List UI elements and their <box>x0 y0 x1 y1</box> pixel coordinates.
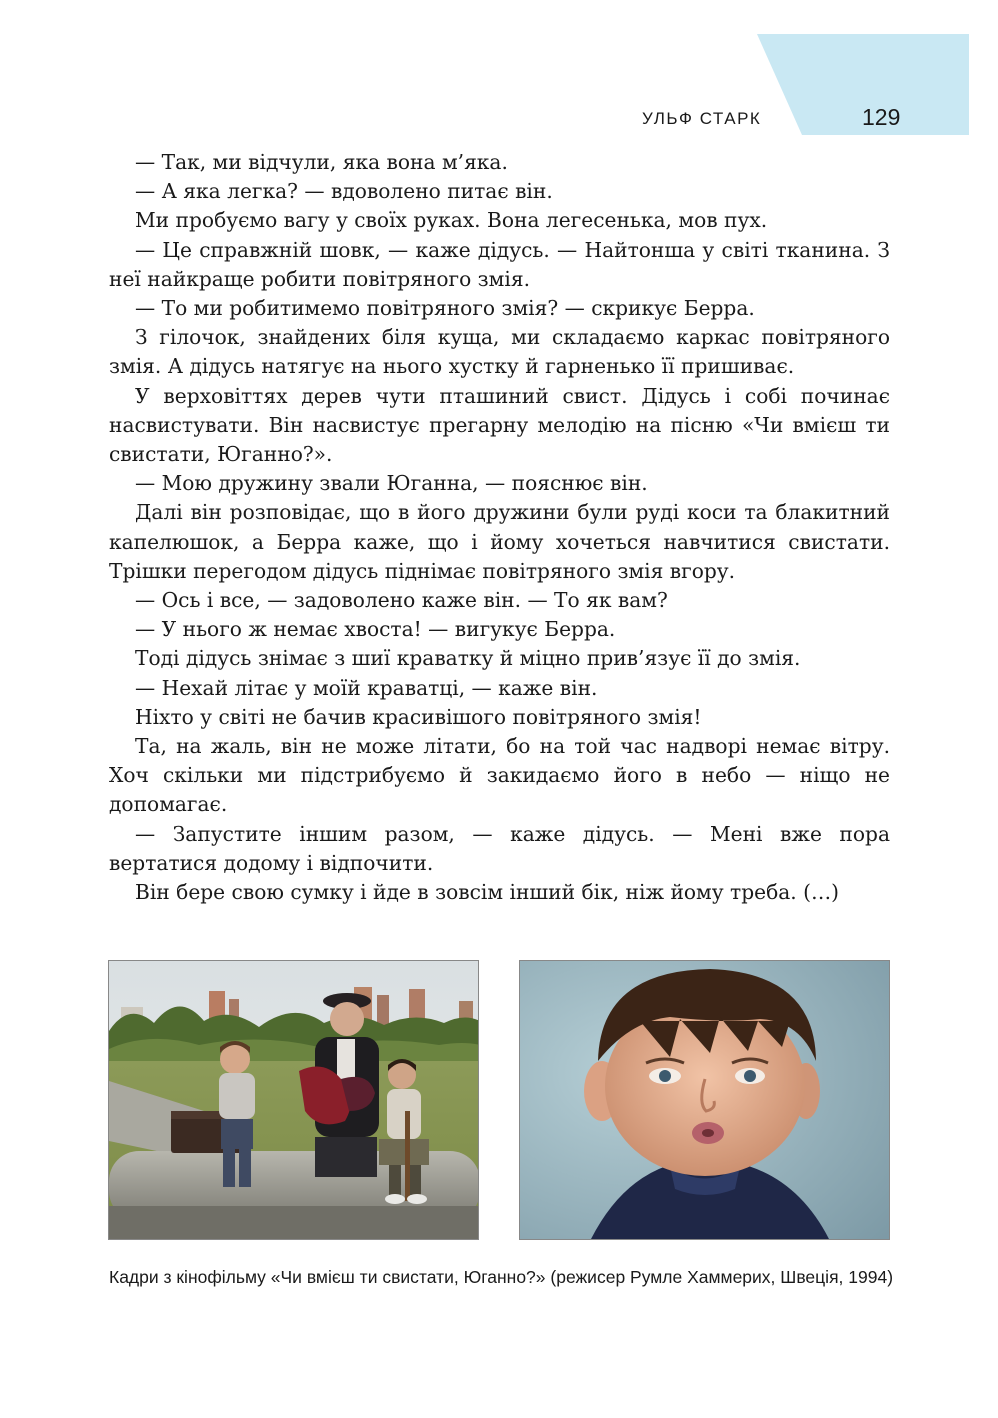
paragraph: Тоді дідусь знімає з шиї краватку й міцно прив’язує її до змія. <box>135 646 801 671</box>
paragraph: — Це справжній шовк, — каже дідусь. — Найтонша у світі тканина. З неї найкраще робити повітряного змія. <box>109 237 890 291</box>
page-number: 129 <box>862 104 901 130</box>
film-still-grandfather-and-boys <box>108 960 479 1240</box>
paragraph: Та, на жаль, він не може літати, бо на той час надворі немає вітру. Хоч скільки ми підстрибуємо й закидаємо його в небо — ніщо не допомагає. <box>109 734 890 817</box>
film-still-boy-closeup <box>519 960 890 1240</box>
paragraph: Ми пробуємо вагу у своїх руках. Вона легесенька, мов пух. <box>135 208 768 233</box>
paragraph: У верховіттях дерев чути пташиний свист. Дідусь і собі починає насвистувати. Він насвистує прегарну мелодію на пісню «Чи вмієш ти свистати, Юганно?». <box>109 383 890 467</box>
paragraph: — А яка легка? — вдоволено питає він. <box>135 179 553 204</box>
paragraph: Він бере свою сумку і йде в зовсім інший бік, ніж йому треба. (…) <box>135 880 840 905</box>
paragraph: — То ми робитимемо повітряного змія? — скрикує Берра. <box>135 296 755 321</box>
running-head-author: УЛЬФ СТАРК <box>642 109 762 128</box>
story-text <box>109 148 890 907</box>
paragraph: — Так, ми відчули, яка вона м’яка. <box>135 150 508 174</box>
paragraph: — У нього ж немає хвоста! — вигукує Берра. <box>135 617 616 642</box>
paragraph: — Запустите іншим разом, — каже дідусь. — Мені вже пора вертатися додому і відпочити. <box>109 821 890 875</box>
paragraph: — Мою дружину звали Юганна, — пояснює він. <box>135 471 648 496</box>
paragraph: З гілочок, знайдених біля куща, ми складаємо каркас повітряного змія. А дідусь натягує на нього хустку й гарненько її пришиває. <box>109 325 890 379</box>
paragraph: — Нехай літає у моїй краватці, — каже він. <box>135 675 598 700</box>
paragraph: Далі він розповідає, що в його дружини були руді коси та блакитний капелюшок, а Берра каже, що і йому хочеться навчитися свистати. Трішки перегодом дідусь піднімає повітряного змія вгору. <box>109 500 890 583</box>
film-stills <box>108 960 891 1240</box>
paragraph: — Ось і все, — задоволено каже він. — То як вам? <box>135 588 668 613</box>
paragraph: Ніхто у світі не бачив красивішого повітряного змія! <box>135 704 702 729</box>
figure-caption: Кадри з кінофільму «Чи вмієш ти свистати, Юганно?» (режисер Румле Хаммерих, Швеція, 1994) <box>109 1267 894 1287</box>
